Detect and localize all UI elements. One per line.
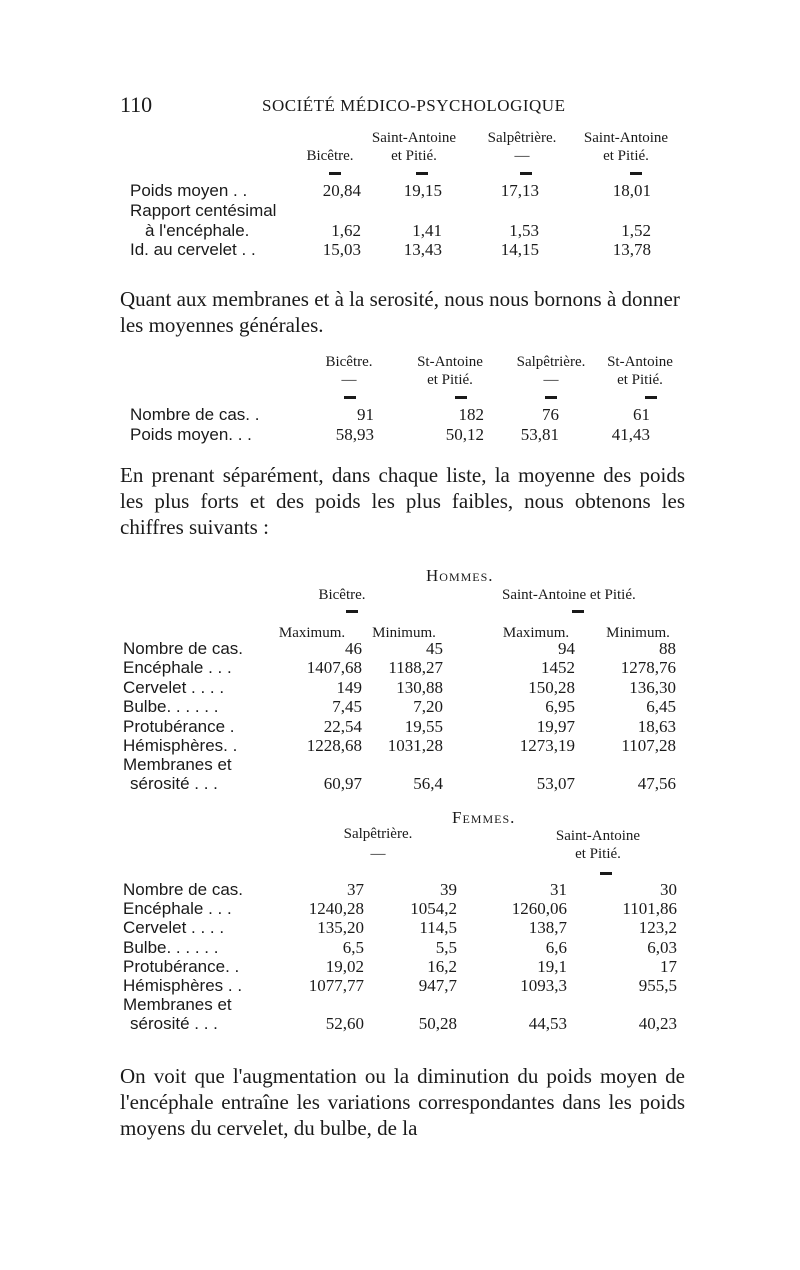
row-label: Poids moyen. . . (130, 425, 252, 444)
table-cell: 52,60 (325, 1014, 364, 1033)
table-cell: 955,5 (638, 976, 677, 995)
table-cell: 17 (660, 957, 677, 976)
table-cell: 91 (357, 405, 374, 424)
row-label: Hémisphères . . (123, 976, 243, 995)
table-cell: 1260,06 (511, 899, 567, 918)
column-header: et Pitié. (391, 148, 437, 164)
table-cell: 123,2 (638, 918, 677, 937)
row-label: Hémisphères. . (123, 736, 238, 755)
header-rule (630, 172, 642, 175)
table-cell: 46 (345, 639, 362, 658)
running-header: SOCIÉTÉ MÉDICO-PSYCHOLOGIQUE (262, 96, 566, 115)
table-cell: 20,84 (322, 181, 361, 200)
table-cell: 13,43 (403, 240, 442, 259)
table-cell: 15,03 (322, 240, 361, 259)
table-cell: 1101,86 (622, 899, 677, 918)
table-cell: 50,12 (445, 425, 484, 444)
column-header: et Pitié. (603, 148, 649, 164)
table-cell: 19,97 (536, 717, 575, 736)
row-label: à l'encéphale. (145, 221, 250, 240)
group-header: Bicêtre. (318, 587, 366, 603)
row-label: sérosité . . . (130, 774, 218, 793)
table-cell: 76 (542, 405, 559, 424)
column-header: — (341, 372, 357, 388)
header-rule (545, 396, 557, 399)
table-cell: 1,62 (331, 221, 361, 240)
section-title-femmes: Femmes. (452, 808, 516, 827)
table-cell: 6,95 (545, 697, 575, 716)
table-cell: 53,07 (536, 774, 575, 793)
table-cell: 1273,19 (519, 736, 575, 755)
table-cell: 19,55 (404, 717, 443, 736)
row-label: Bulbe. . . . . . (123, 938, 219, 957)
table-cell: 130,88 (396, 678, 443, 697)
table-cell: 1407,68 (306, 658, 362, 677)
table-cell: 1188,27 (388, 658, 443, 677)
table-cell: 947,7 (418, 976, 457, 995)
table-cell: 22,54 (323, 717, 362, 736)
page-number: 110 (120, 92, 153, 117)
row-label: Nombre de cas. . (130, 405, 260, 424)
table-cell: 150,28 (528, 678, 575, 697)
table-cell: 13,78 (612, 240, 651, 259)
row-label: Id. au cervelet . . (130, 240, 256, 259)
column-header: Minimum. (372, 625, 436, 641)
table-cell: 1240,28 (308, 899, 364, 918)
table-cell: 47,56 (637, 774, 676, 793)
table-cell: 61 (633, 405, 650, 424)
group-header: Saint-Antoine et Pitié. (502, 587, 636, 603)
table-cell: 18,63 (637, 717, 676, 736)
row-label: Cervelet . . . . (123, 678, 225, 697)
column-header: Minimum. (606, 625, 670, 641)
column-header: Maximum. (502, 625, 570, 641)
table-cell: 53,81 (520, 425, 559, 444)
table-cell: 1,52 (621, 221, 651, 240)
column-header: Salpêtrière. (487, 130, 557, 146)
column-header: Bicêtre. (325, 354, 373, 370)
header-rule (455, 396, 467, 399)
column-header: — (514, 148, 530, 164)
header-rule (600, 872, 612, 875)
table-cell: 1278,76 (620, 658, 676, 677)
table-cell: 56,4 (413, 774, 443, 793)
row-label: Cervelet . . . . (123, 918, 225, 937)
table-cell: 5,5 (435, 938, 457, 957)
group-header: et Pitié. (575, 846, 621, 862)
table-cell: 6,45 (646, 697, 676, 716)
table-cell: 1031,28 (387, 736, 443, 755)
column-header: — (543, 372, 559, 388)
column-header: et Pitié. (427, 372, 473, 388)
table-cell: 1077,77 (308, 976, 364, 995)
table-cell: 58,93 (335, 425, 374, 444)
header-rule (329, 172, 341, 175)
table-cell: 31 (550, 880, 567, 899)
table-cell: 6,5 (342, 938, 364, 957)
row-label: Nombre de cas. (123, 639, 243, 658)
table-cell: 149 (336, 678, 362, 697)
row-label: Nombre de cas. (123, 880, 243, 899)
group-header: — (370, 846, 386, 862)
table-cell: 1,53 (509, 221, 539, 240)
header-rule (572, 610, 584, 613)
column-header: Saint-Antoine (371, 130, 457, 146)
header-rule (645, 396, 657, 399)
table-cell: 136,30 (629, 678, 676, 697)
table-cell: 138,7 (528, 918, 567, 937)
table-cell: 6,6 (545, 938, 567, 957)
row-label: Encéphale . . . (123, 899, 232, 918)
table-cell: 182 (458, 405, 484, 424)
row-label: Encéphale . . . (123, 658, 232, 677)
column-header: et Pitié. (617, 372, 663, 388)
table-cell: 37 (347, 880, 364, 899)
table-cell: 1093,3 (520, 976, 567, 995)
table-cell: 16,2 (427, 957, 457, 976)
table-cell: 7,20 (413, 697, 443, 716)
row-label: Protubérance . (123, 717, 235, 736)
group-header: Saint-Antoine (555, 828, 641, 844)
header-rule (520, 172, 532, 175)
table-cell: 19,15 (403, 181, 442, 200)
table-cell: 114,5 (419, 918, 457, 937)
table-cell: 18,01 (612, 181, 651, 200)
table-cell: 1054,2 (410, 899, 457, 918)
header-rule (416, 172, 428, 175)
table-cell: 17,13 (500, 181, 539, 200)
column-header: St-Antoine (417, 354, 483, 370)
table-cell: 1,41 (412, 221, 442, 240)
column-header: Saint-Antoine (583, 130, 669, 146)
column-header: St-Antoine (607, 354, 673, 370)
table-cell: 7,45 (332, 697, 362, 716)
row-label: sérosité . . . (130, 1014, 218, 1033)
row-label: Bulbe. . . . . . (123, 697, 219, 716)
column-header: Bicêtre. (306, 148, 354, 164)
section-title-hommes: Hommes. (426, 566, 494, 585)
table-cell: 50,28 (418, 1014, 457, 1033)
table-cell: 60,97 (323, 774, 362, 793)
paragraph-methode: En prenant séparément, dans chaque liste, la moyenne des poids les plus forts et des poids les plus faibles, nous obtenons les chiffres suivants : (120, 463, 685, 539)
row-label: Protubérance. . (123, 957, 240, 976)
table-cell: 94 (558, 639, 575, 658)
table-cell: 45 (426, 639, 443, 658)
table-cell: 1107,28 (621, 736, 676, 755)
column-header: Maximum. (278, 625, 346, 641)
table-cell: 41,43 (611, 425, 650, 444)
header-rule (346, 610, 358, 613)
table-cell: 30 (660, 880, 677, 899)
table-cell: 39 (440, 880, 457, 899)
table-cell: 44,53 (528, 1014, 567, 1033)
table-cell: 1228,68 (306, 736, 362, 755)
table-cell: 88 (659, 639, 676, 658)
header-rule (344, 396, 356, 399)
row-label: Poids moyen . . (130, 181, 248, 200)
row-label: Membranes et (123, 995, 232, 1014)
table-cell: 1452 (541, 658, 575, 677)
table-cell: 19,02 (325, 957, 364, 976)
table-cell: 14,15 (500, 240, 539, 259)
row-label: Membranes et (123, 755, 232, 774)
table-cell: 135,20 (317, 918, 364, 937)
column-header: Salpêtrière. (516, 354, 586, 370)
row-label: Rapport centésimal (130, 201, 277, 220)
table-cell: 6,03 (647, 938, 677, 957)
paragraph-conclusion: On voit que l'augmentation ou la diminution du poids moyen de l'encéphale entraîne les variations correspondantes dans les poids moyens du cervelet, du bulbe, de la (120, 1064, 685, 1140)
group-header: Salpêtrière. (343, 826, 413, 842)
table-cell: 19,1 (537, 957, 567, 976)
table-cell: 40,23 (638, 1014, 677, 1033)
paragraph-membranes: Quant aux membranes et à la serosité, nous nous bornons à donner les moyennes générales. (120, 287, 680, 337)
